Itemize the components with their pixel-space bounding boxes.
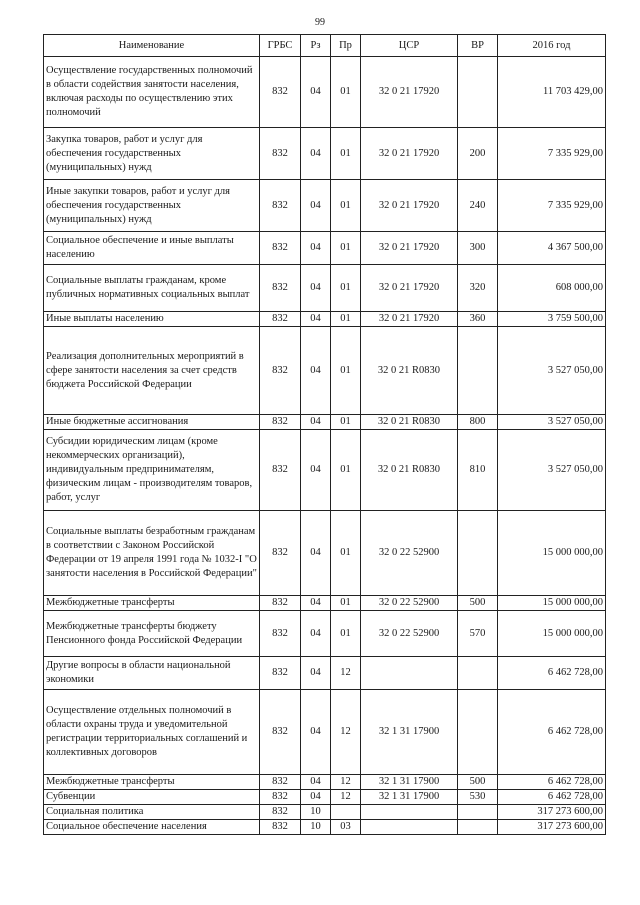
cell-rz: 04 bbox=[301, 312, 331, 327]
header-rz: Рз bbox=[301, 35, 331, 57]
cell-name: Осуществление государственных полномочий в области содействия занятости населения, включая расходы по осуществлению этих полномочий bbox=[44, 57, 260, 128]
table-row bbox=[44, 820, 606, 835]
cell-grbs: 832 bbox=[260, 327, 301, 415]
cell-csr: 32 0 22 52900 bbox=[361, 611, 458, 657]
cell-grbs: 832 bbox=[260, 57, 301, 128]
cell-csr bbox=[361, 657, 458, 690]
cell-pr: 03 bbox=[331, 820, 361, 835]
cell-amount: 6 462 728,00 bbox=[498, 790, 606, 805]
cell-name: Иные закупки товаров, работ и услуг для обеспечения государственных (муниципальных) нужд bbox=[44, 180, 260, 232]
cell-grbs: 832 bbox=[260, 657, 301, 690]
cell-rz: 04 bbox=[301, 265, 331, 312]
cell-vr bbox=[458, 805, 498, 820]
cell-vr: 500 bbox=[458, 596, 498, 611]
cell-grbs: 832 bbox=[260, 511, 301, 596]
cell-name: Межбюджетные трансферты бюджету Пенсионного фонда Российской Федерации bbox=[44, 611, 260, 657]
cell-pr: 01 bbox=[331, 327, 361, 415]
cell-vr: 530 bbox=[458, 790, 498, 805]
cell-vr: 570 bbox=[458, 611, 498, 657]
cell-pr: 01 bbox=[331, 312, 361, 327]
cell-vr: 240 bbox=[458, 180, 498, 232]
cell-vr: 300 bbox=[458, 232, 498, 265]
table-row bbox=[44, 180, 606, 232]
cell-pr: 01 bbox=[331, 511, 361, 596]
cell-pr: 01 bbox=[331, 128, 361, 180]
cell-grbs: 832 bbox=[260, 232, 301, 265]
cell-pr bbox=[331, 805, 361, 820]
cell-pr: 01 bbox=[331, 430, 361, 511]
cell-rz: 04 bbox=[301, 596, 331, 611]
cell-amount: 317 273 600,00 bbox=[498, 805, 606, 820]
cell-pr: 01 bbox=[331, 611, 361, 657]
cell-vr: 200 bbox=[458, 128, 498, 180]
table-row bbox=[44, 805, 606, 820]
cell-csr: 32 0 21 17920 bbox=[361, 312, 458, 327]
cell-pr: 01 bbox=[331, 180, 361, 232]
cell-grbs: 832 bbox=[260, 430, 301, 511]
cell-vr: 800 bbox=[458, 415, 498, 430]
cell-amount: 15 000 000,00 bbox=[498, 611, 606, 657]
cell-amount: 317 273 600,00 bbox=[498, 820, 606, 835]
cell-pr: 01 bbox=[331, 596, 361, 611]
cell-vr: 500 bbox=[458, 775, 498, 790]
cell-pr: 01 bbox=[331, 415, 361, 430]
cell-name: Другие вопросы в области национальной экономики bbox=[44, 657, 260, 690]
cell-amount: 6 462 728,00 bbox=[498, 690, 606, 775]
page-number: 99 bbox=[315, 17, 325, 28]
cell-rz: 10 bbox=[301, 820, 331, 835]
cell-csr: 32 0 22 52900 bbox=[361, 511, 458, 596]
cell-vr bbox=[458, 820, 498, 835]
cell-amount: 15 000 000,00 bbox=[498, 596, 606, 611]
cell-amount: 4 367 500,00 bbox=[498, 232, 606, 265]
cell-rz: 04 bbox=[301, 690, 331, 775]
cell-pr: 12 bbox=[331, 657, 361, 690]
cell-name: Реализация дополнительных мероприятий в сфере занятости населения за счет средств бюджета Российской Федерации bbox=[44, 327, 260, 415]
cell-rz: 04 bbox=[301, 128, 331, 180]
cell-pr: 12 bbox=[331, 790, 361, 805]
table-row bbox=[44, 265, 606, 312]
cell-name: Субвенции bbox=[44, 790, 260, 805]
cell-vr: 810 bbox=[458, 430, 498, 511]
table-row bbox=[44, 775, 606, 790]
cell-name: Закупка товаров, работ и услуг для обеспечения государственных (муниципальных) нужд bbox=[44, 128, 260, 180]
header-name: Наименование bbox=[44, 35, 260, 57]
cell-csr: 32 0 22 52900 bbox=[361, 596, 458, 611]
table-row bbox=[44, 57, 606, 128]
cell-csr: 32 0 21 17920 bbox=[361, 265, 458, 312]
cell-amount: 3 527 050,00 bbox=[498, 415, 606, 430]
cell-grbs: 832 bbox=[260, 820, 301, 835]
cell-grbs: 832 bbox=[260, 805, 301, 820]
cell-amount: 3 527 050,00 bbox=[498, 327, 606, 415]
budget-table bbox=[43, 34, 606, 835]
cell-csr: 32 0 21 R0830 bbox=[361, 430, 458, 511]
cell-name: Социальные выплаты гражданам, кроме публичных нормативных социальных выплат bbox=[44, 265, 260, 312]
cell-csr: 32 0 21 R0830 bbox=[361, 415, 458, 430]
cell-amount: 11 703 429,00 bbox=[498, 57, 606, 128]
header-year: 2016 год bbox=[498, 35, 606, 57]
cell-csr bbox=[361, 820, 458, 835]
table-row bbox=[44, 690, 606, 775]
cell-rz: 04 bbox=[301, 327, 331, 415]
cell-amount: 6 462 728,00 bbox=[498, 657, 606, 690]
cell-name: Социальная политика bbox=[44, 805, 260, 820]
cell-amount: 3 527 050,00 bbox=[498, 430, 606, 511]
cell-amount: 7 335 929,00 bbox=[498, 128, 606, 180]
cell-csr: 32 0 21 17920 bbox=[361, 57, 458, 128]
header-grbs: ГРБС bbox=[260, 35, 301, 57]
cell-grbs: 832 bbox=[260, 312, 301, 327]
cell-name: Осуществление отдельных полномочий в области охраны труда и уведомительной регистрации территориальных соглашений и коллективных договоров bbox=[44, 690, 260, 775]
cell-vr bbox=[458, 657, 498, 690]
cell-grbs: 832 bbox=[260, 128, 301, 180]
table-row bbox=[44, 511, 606, 596]
table-row bbox=[44, 415, 606, 430]
cell-grbs: 832 bbox=[260, 265, 301, 312]
cell-amount: 6 462 728,00 bbox=[498, 775, 606, 790]
cell-grbs: 832 bbox=[260, 690, 301, 775]
cell-amount: 7 335 929,00 bbox=[498, 180, 606, 232]
cell-rz: 04 bbox=[301, 790, 331, 805]
cell-csr bbox=[361, 805, 458, 820]
cell-pr: 01 bbox=[331, 232, 361, 265]
cell-csr: 32 0 21 17920 bbox=[361, 128, 458, 180]
table-row bbox=[44, 232, 606, 265]
table-row bbox=[44, 430, 606, 511]
cell-name: Иные бюджетные ассигнования bbox=[44, 415, 260, 430]
cell-rz: 04 bbox=[301, 775, 331, 790]
cell-grbs: 832 bbox=[260, 180, 301, 232]
cell-grbs: 832 bbox=[260, 611, 301, 657]
header-pr: Пр bbox=[331, 35, 361, 57]
cell-pr: 01 bbox=[331, 57, 361, 128]
cell-grbs: 832 bbox=[260, 775, 301, 790]
cell-name: Межбюджетные трансферты bbox=[44, 775, 260, 790]
cell-pr: 01 bbox=[331, 265, 361, 312]
cell-name: Межбюджетные трансферты bbox=[44, 596, 260, 611]
table-row bbox=[44, 611, 606, 657]
cell-rz: 04 bbox=[301, 57, 331, 128]
cell-grbs: 832 bbox=[260, 790, 301, 805]
cell-csr: 32 1 31 17900 bbox=[361, 690, 458, 775]
cell-vr bbox=[458, 327, 498, 415]
table-row bbox=[44, 312, 606, 327]
header-vr: ВР bbox=[458, 35, 498, 57]
cell-name: Социальные выплаты безработным гражданам в соответствии с Законом Российской Федерации от 19 апреля 1991 года № 1032-I "О занятости населения в Российской Федерации" bbox=[44, 511, 260, 596]
cell-csr: 32 0 21 R0830 bbox=[361, 327, 458, 415]
cell-pr: 12 bbox=[331, 690, 361, 775]
cell-csr: 32 0 21 17920 bbox=[361, 180, 458, 232]
cell-amount: 3 759 500,00 bbox=[498, 312, 606, 327]
cell-grbs: 832 bbox=[260, 596, 301, 611]
cell-grbs: 832 bbox=[260, 415, 301, 430]
table-row bbox=[44, 790, 606, 805]
cell-amount: 608 000,00 bbox=[498, 265, 606, 312]
cell-vr: 320 bbox=[458, 265, 498, 312]
cell-name: Субсидии юридическим лицам (кроме некоммерческих организаций), индивидуальным предпринимателям, физическим лицам - производителям товаров, работ, услуг bbox=[44, 430, 260, 511]
cell-vr bbox=[458, 57, 498, 128]
cell-rz: 04 bbox=[301, 657, 331, 690]
cell-rz: 04 bbox=[301, 232, 331, 265]
cell-rz: 04 bbox=[301, 430, 331, 511]
table-row bbox=[44, 596, 606, 611]
cell-name: Социальное обеспечение и иные выплаты населению bbox=[44, 232, 260, 265]
header-row bbox=[44, 35, 606, 57]
table-row bbox=[44, 657, 606, 690]
cell-rz: 04 bbox=[301, 415, 331, 430]
cell-amount: 15 000 000,00 bbox=[498, 511, 606, 596]
cell-csr: 32 0 21 17920 bbox=[361, 232, 458, 265]
cell-vr bbox=[458, 690, 498, 775]
cell-pr: 12 bbox=[331, 775, 361, 790]
cell-rz: 10 bbox=[301, 805, 331, 820]
cell-name: Иные выплаты населению bbox=[44, 312, 260, 327]
cell-vr: 360 bbox=[458, 312, 498, 327]
header-csr: ЦСР bbox=[361, 35, 458, 57]
cell-csr: 32 1 31 17900 bbox=[361, 775, 458, 790]
cell-csr: 32 1 31 17900 bbox=[361, 790, 458, 805]
table-row bbox=[44, 128, 606, 180]
cell-rz: 04 bbox=[301, 611, 331, 657]
cell-rz: 04 bbox=[301, 511, 331, 596]
table-row bbox=[44, 327, 606, 415]
cell-rz: 04 bbox=[301, 180, 331, 232]
cell-vr bbox=[458, 511, 498, 596]
cell-name: Социальное обеспечение населения bbox=[44, 820, 260, 835]
